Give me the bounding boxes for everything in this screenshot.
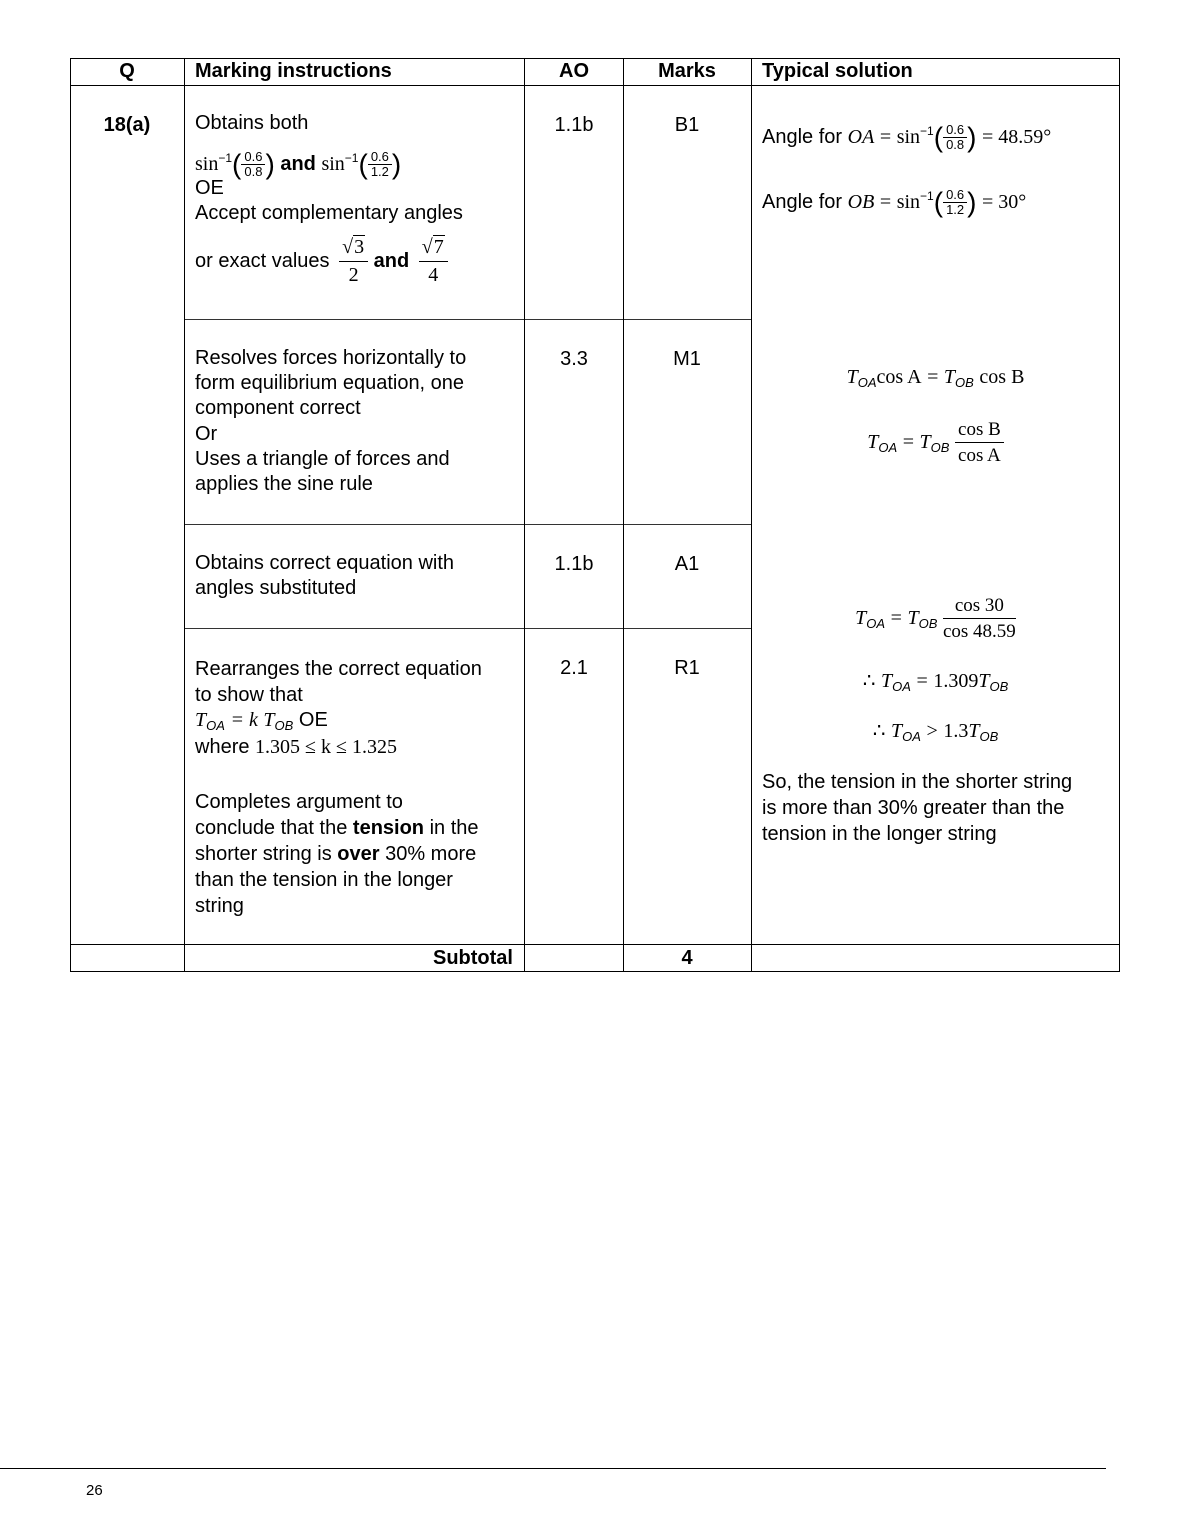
row2-line: form equilibrium equation, one (195, 372, 465, 394)
header-marks: Marks (658, 60, 716, 82)
row2-line: component correct (195, 397, 361, 419)
row3-line: Obtains correct equation with (195, 552, 455, 574)
row1-sin-expression: $\sin^{-1}$( $\frac{0.6}{0.8}$ ) and $\sin^{-1}$( $\frac{0.6}{1.2}$ ) (195, 148, 402, 180)
row4-equation: $T_{OA} = k$ $T_{OB}$ OE (195, 709, 328, 733)
row1-accept: Accept complementary angles (195, 202, 463, 224)
header-divider (70, 85, 1120, 86)
subtotal-value: 4 (681, 947, 693, 969)
solution-angle-ob: Angle for OB = $\sin^{-1}$( $\frac{0.6}{1.2}$ ) = 30° (762, 186, 1027, 218)
subtotal-label: Subtotal (433, 947, 513, 969)
question-number: 18(a) (103, 114, 151, 136)
row3-line: angles substituted (195, 577, 357, 599)
row2-line: applies the sine rule (195, 473, 373, 495)
row1-ao: 1.1b (554, 114, 594, 136)
solution-substituted: $T_{OA} = T_{OB}$ $\frac{\cos 30}{\cos 48.59}$ (855, 595, 1016, 643)
solution-conclusion: So, the tension in the shorter string (762, 771, 1073, 793)
row-divider (184, 628, 752, 629)
row3-ao: 1.1b (554, 553, 594, 575)
row-divider (184, 319, 752, 320)
row4-range: where 1.305 ≤ k ≤ 1.325 (195, 736, 397, 758)
row4-ao: 2.1 (560, 657, 588, 679)
header-marking-instructions: Marking instructions (195, 60, 392, 82)
row2-line: Or (195, 423, 218, 445)
solution-result-13: ∴ $T_{OA} > 1.3T_{OB}$ (872, 720, 999, 744)
row1-exact-values: or exact values $\frac{√3}{2}$ and $\frac{√7}{4}$ (195, 230, 448, 292)
row4-line: string (195, 895, 244, 917)
solution-conclusion: is more than 30% greater than the (762, 797, 1065, 819)
row4-line: to show that (195, 684, 303, 706)
row4-line: Completes argument to (195, 791, 403, 813)
table-border-right (1119, 58, 1120, 972)
page-number: 26 (86, 1482, 103, 1499)
row4-line: than the tension in the longer (195, 869, 453, 891)
row2-mark: M1 (673, 348, 701, 370)
solution-angle-oa: Angle for OA = $\sin^{-1}$( $\frac{0.6}{0.8}$ ) = 48.59° (762, 121, 1052, 153)
footer-rule (0, 1468, 1106, 1469)
row2-line: Resolves forces horizontally to (195, 347, 467, 369)
row1-oe: OE (195, 177, 224, 199)
row4-mark: R1 (674, 657, 700, 679)
header-typical-solution: Typical solution (762, 60, 913, 82)
solution-toa-fraction: $T_{OA} = T_{OB}$ $\frac{\text{cos B}}{\text{cos A}}$ (752, 412, 1119, 472)
subtotal-divider (70, 944, 1120, 945)
header-q: Q (119, 60, 135, 82)
table-border-left (70, 58, 71, 972)
column-divider (751, 58, 752, 972)
row2-ao: 3.3 (560, 348, 588, 370)
row4-line: Rearranges the correct equation (195, 658, 482, 680)
header-ao: AO (559, 60, 589, 82)
row1-mark: B1 (674, 114, 700, 136)
column-divider (524, 58, 525, 972)
row4-line: shorter string is over 30% more (195, 843, 477, 865)
row-divider (184, 524, 752, 525)
solution-resolve-equation: $T_{OA}\cos$ $A = T_{OB}$ cos B (846, 366, 1025, 390)
column-divider (623, 58, 624, 972)
table-border-bottom (70, 971, 1120, 972)
solution-result-1309: ∴ $T_{OA} = 1.309T_{OB}$ (862, 670, 1009, 694)
row2-line: Uses a triangle of forces and (195, 448, 450, 470)
column-divider (184, 58, 185, 972)
row3-mark: A1 (674, 553, 700, 575)
solution-conclusion: tension in the longer string (762, 823, 997, 845)
row1-text: Obtains both (195, 112, 309, 134)
row4-line: conclude that the tension in the (195, 817, 479, 839)
